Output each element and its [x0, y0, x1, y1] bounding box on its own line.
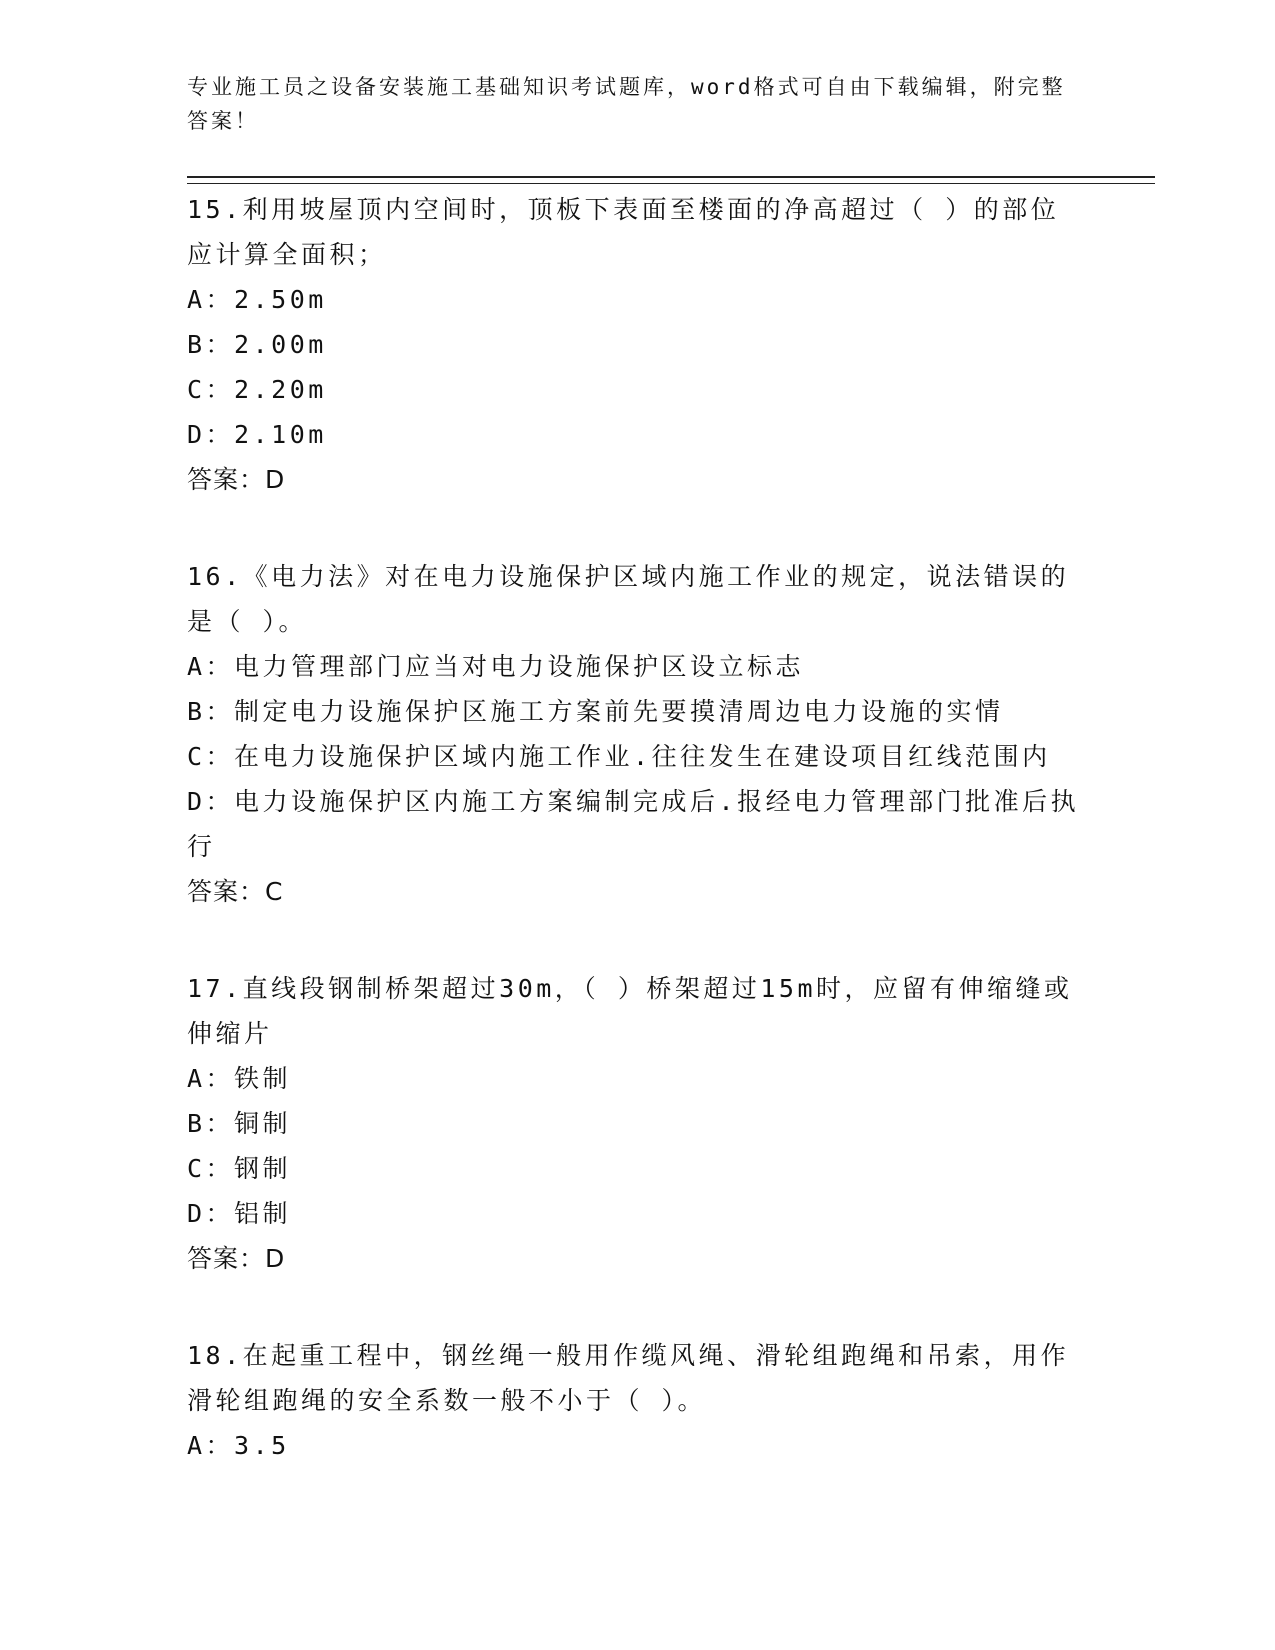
- header-rule-thin: [187, 183, 1155, 184]
- question-list: [187, 187, 1087, 1520]
- question-18: [187, 1333, 1087, 1468]
- option-a: A：2.50m: [187, 285, 327, 314]
- question-text: 15.利用坡屋顶内空间时，顶板下表面至楼面的净高超过（ ）的部位应计算全面积；: [187, 195, 1060, 269]
- option-b: B：制定电力设施保护区施工方案前先要摸清周边电力设施的实情: [187, 697, 1004, 726]
- option-c: C：钢制: [187, 1154, 292, 1183]
- document-header: 专业施工员之设备安装施工基础知识考试题库，word格式可自由下载编辑，附完整答案！: [187, 75, 1066, 133]
- question-text: 18.在起重工程中，钢丝绳一般用作缆风绳、滑轮组跑绳和吊索，用作滑轮组跑绳的安全系数一般不小于（ ）。: [187, 1341, 1070, 1415]
- answer: 答案：D: [187, 465, 286, 494]
- option-d: D：2.10m: [187, 420, 327, 449]
- option-a: A：电力管理部门应当对电力设施保护区设立标志: [187, 652, 805, 681]
- option-a: A：3.5: [187, 1431, 290, 1460]
- header-rule-thick: [187, 176, 1155, 178]
- option-d: D：电力设施保护区内施工方案编制完成后.报经电力管理部门批准后执行: [187, 787, 1080, 861]
- question-15: [187, 187, 1087, 502]
- question-text: 17.直线段钢制桥架超过30m，（ ）桥架超过15m时，应留有伸缩缝或伸缩片: [187, 974, 1073, 1048]
- answer: 答案：C: [187, 877, 284, 906]
- option-c: C：在电力设施保护区域内施工作业.往往发生在建设项目红线范围内: [187, 742, 1051, 771]
- option-b: B：2.00m: [187, 330, 327, 359]
- question-17: [187, 966, 1087, 1281]
- option-a: A：铁制: [187, 1064, 292, 1093]
- question-text: 16.《电力法》对在电力设施保护区域内施工作业的规定，说法错误的是（ ）。: [187, 562, 1070, 636]
- option-d: D：铝制: [187, 1199, 292, 1228]
- question-16: [187, 554, 1087, 914]
- answer: 答案：D: [187, 1244, 286, 1273]
- option-c: C：2.20m: [187, 375, 327, 404]
- option-b: B：铜制: [187, 1109, 292, 1138]
